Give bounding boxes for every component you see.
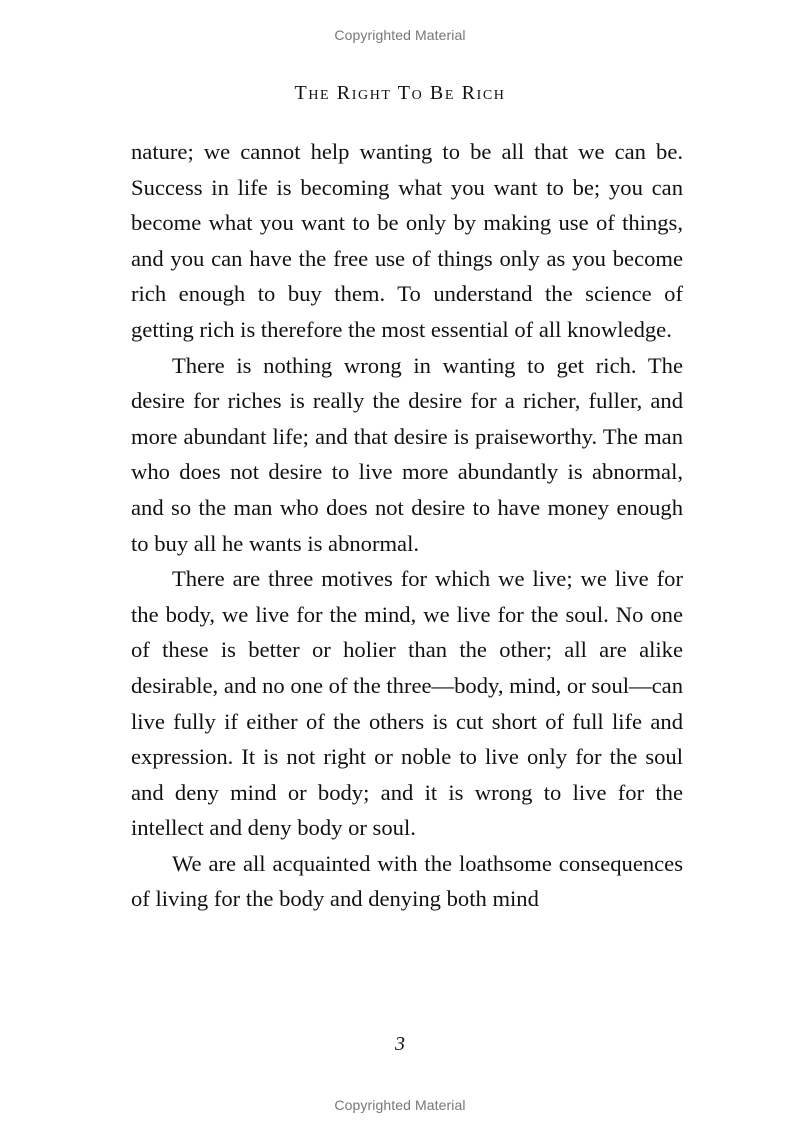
body-text	[131, 134, 683, 917]
page-number: 3	[395, 1033, 405, 1055]
running-head-title: The Right To Be Rich	[294, 82, 506, 104]
paragraph-continued: nature; we cannot help wanting to be all that we can be. Success in life is becoming what you want to be; you can become what you want to be only by making use of things, and you can have the free use of things only as you become rich enough to buy them. To understand the science of getting rich is therefore the most essential of all knowledge.	[131, 139, 683, 342]
copyright-watermark-bottom: Copyrighted Material	[334, 1097, 466, 1113]
paragraph: There are three motives for which we live; we live for the body, we live for the mind, we live for the soul. No one of these is better or holier than the other; all are alike desirable, and no one of the three—body, mind, or soul—can live fully if either of the others is cut short of full life and expression. It is not right or noble to live only for the soul and deny mind or body; and it is wrong to live for the intellect and deny body or soul.	[131, 566, 683, 841]
paragraph: We are all acquainted with the loathsome consequences of living for the body and denying both mind	[131, 850, 683, 912]
paragraph: There is nothing wrong in wanting to get rich. The desire for riches is really the desire for a richer, fuller, and more abundant life; and that desire is praiseworthy. The man who does not desire to live more abundantly is abnormal, and so the man who does not desire to have money enough to buy all he wants is abnormal.	[131, 352, 683, 556]
copyright-watermark-top: Copyrighted Material	[334, 27, 466, 43]
